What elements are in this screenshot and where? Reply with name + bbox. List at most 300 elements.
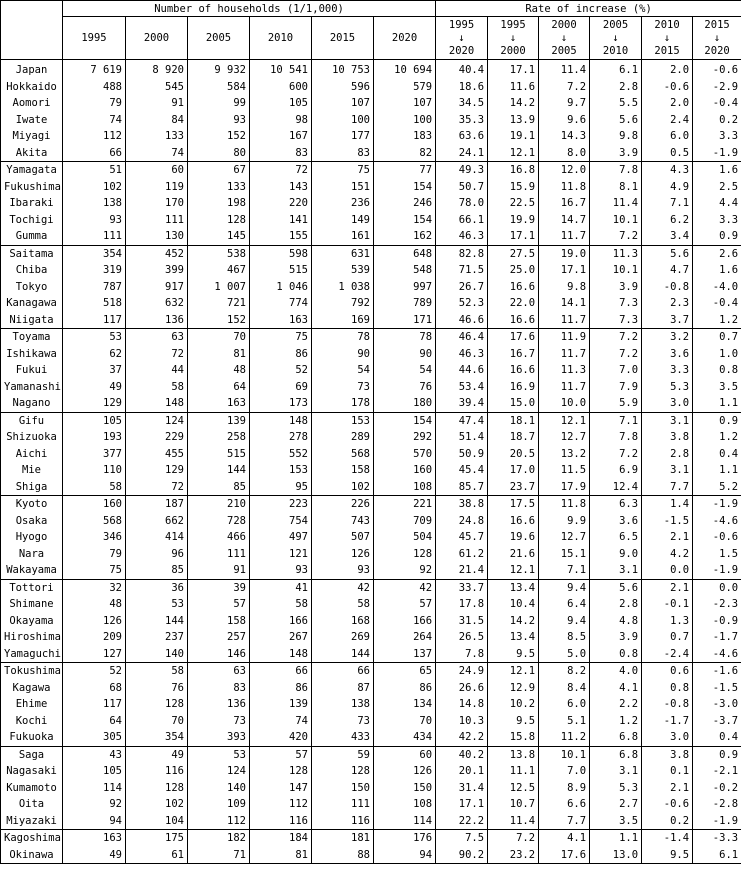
- households-cell: 152: [188, 312, 250, 329]
- households-cell: 121: [250, 546, 312, 563]
- households-cell: 90: [374, 346, 436, 363]
- rate-cell: 9.4: [539, 579, 590, 596]
- rate-cell: 19.9: [488, 212, 539, 229]
- rate-cell: 9.0: [590, 546, 642, 563]
- rate-cell: -0.6: [642, 79, 693, 96]
- rate-cell: 0.2: [642, 813, 693, 830]
- households-cell: 452: [126, 245, 188, 262]
- households-cell: 117: [63, 312, 126, 329]
- rate-cell: 7.8: [590, 429, 642, 446]
- rate-cell: 2.1: [642, 529, 693, 546]
- households-cell: 504: [374, 529, 436, 546]
- rate-cell: 31.4: [436, 780, 488, 797]
- rate-cell: 8.9: [539, 780, 590, 797]
- households-cell: 108: [374, 479, 436, 496]
- households-cell: 141: [250, 212, 312, 229]
- rate-cell: 85.7: [436, 479, 488, 496]
- rate-cell: 9.6: [539, 112, 590, 129]
- rate-cell: 20.1: [436, 763, 488, 780]
- rate-cell: 18.6: [436, 79, 488, 96]
- rate-cell: 3.8: [642, 429, 693, 446]
- households-cell: 66: [312, 663, 374, 680]
- table-row: [1, 680, 741, 697]
- table-row: [1, 713, 741, 730]
- rate-cell: 5.6: [590, 112, 642, 129]
- period-from: 2010: [654, 18, 680, 31]
- rate-cell: 11.8: [539, 496, 590, 513]
- rate-cell: 7.2: [539, 79, 590, 96]
- rate-cell: 1.1: [590, 830, 642, 847]
- rate-cell: 5.3: [590, 780, 642, 797]
- rate-cell: 6.8: [590, 746, 642, 763]
- rate-cell: 6.2: [642, 212, 693, 229]
- households-cell: 153: [250, 462, 312, 479]
- households-cell: 515: [250, 262, 312, 279]
- rate-cell: 8.1: [590, 179, 642, 196]
- table-row: [1, 646, 741, 663]
- households-cell: 515: [188, 446, 250, 463]
- rate-cell: 11.4: [539, 60, 590, 79]
- households-cell: 82: [374, 145, 436, 162]
- rate-cell: 9.7: [539, 95, 590, 112]
- rate-cell: 18.7: [488, 429, 539, 446]
- rate-cell: 7.0: [590, 362, 642, 379]
- rate-cell: 9.8: [590, 128, 642, 145]
- households-cell: 137: [374, 646, 436, 663]
- rate-cell: -1.9: [693, 813, 741, 830]
- households-cell: 539: [312, 262, 374, 279]
- households-cell: 518: [63, 295, 126, 312]
- households-cell: 144: [126, 613, 188, 630]
- households-cell: 128: [126, 696, 188, 713]
- rate-cell: 5.6: [590, 579, 642, 596]
- households-cell: 160: [374, 462, 436, 479]
- rate-cell: -3.3: [693, 830, 741, 847]
- arrow-down-icon: ↓: [509, 31, 517, 44]
- households-cell: 66: [250, 663, 312, 680]
- rate-cell: 78.0: [436, 195, 488, 212]
- rate-cell: -1.7: [642, 713, 693, 730]
- households-cell: 87: [312, 680, 374, 697]
- prefecture-name: Nara: [1, 546, 63, 563]
- households-cell: 42: [312, 579, 374, 596]
- households-cell: 94: [63, 813, 126, 830]
- households-cell: 743: [312, 513, 374, 530]
- households-cell: 420: [250, 729, 312, 746]
- households-cell: 133: [126, 128, 188, 145]
- prefecture-name: Mie: [1, 462, 63, 479]
- households-cell: 278: [250, 429, 312, 446]
- households-cell: 136: [188, 696, 250, 713]
- rate-cell: 3.2: [642, 329, 693, 346]
- households-cell: 226: [312, 496, 374, 513]
- rate-cell: 6.1: [693, 847, 741, 864]
- households-cell: 64: [188, 379, 250, 396]
- households-cell: 917: [126, 279, 188, 296]
- households-cell: 648: [374, 245, 436, 262]
- rate-cell: 7.8: [590, 162, 642, 179]
- households-cell: 140: [126, 646, 188, 663]
- rate-cell: 9.5: [642, 847, 693, 864]
- rate-cell: 27.5: [488, 245, 539, 262]
- rate-cell: 23.7: [488, 479, 539, 496]
- households-cell: 42: [374, 579, 436, 596]
- rate-cell: 14.7: [539, 212, 590, 229]
- table-row: [1, 529, 741, 546]
- households-cell: 59: [312, 746, 374, 763]
- households-cell: 105: [63, 763, 126, 780]
- households-cell: 107: [312, 95, 374, 112]
- households-cell: 150: [374, 780, 436, 797]
- table-row: [1, 395, 741, 412]
- households-cell: 229: [126, 429, 188, 446]
- rate-cell: 3.9: [590, 279, 642, 296]
- households-cell: 49: [63, 847, 126, 864]
- households-cell: 83: [250, 145, 312, 162]
- households-cell: 62: [63, 346, 126, 363]
- households-cell: 1 007: [188, 279, 250, 296]
- prefecture-name: Yamanashi: [1, 379, 63, 396]
- rate-cell: 11.4: [488, 813, 539, 830]
- households-cell: 63: [126, 329, 188, 346]
- rate-cell: 16.6: [488, 312, 539, 329]
- households-cell: 184: [250, 830, 312, 847]
- households-cell: 728: [188, 513, 250, 530]
- rate-cell: 5.0: [539, 646, 590, 663]
- households-cell: 108: [374, 796, 436, 813]
- rate-cell: 3.5: [590, 813, 642, 830]
- households-cell: 169: [312, 312, 374, 329]
- rate-cell: 31.5: [436, 613, 488, 630]
- households-cell: 65: [374, 663, 436, 680]
- households-cell: 144: [188, 462, 250, 479]
- table-row: [1, 613, 741, 630]
- rate-cell: 10.0: [539, 395, 590, 412]
- rate-cell: 2.4: [642, 112, 693, 129]
- households-cell: 139: [188, 412, 250, 429]
- households-cell: 64: [63, 713, 126, 730]
- households-cell: 111: [63, 228, 126, 245]
- rate-cell: 13.4: [488, 579, 539, 596]
- rate-cell: 16.7: [539, 195, 590, 212]
- rate-cell: 3.0: [642, 729, 693, 746]
- rate-cell: 1.6: [693, 162, 741, 179]
- rate-cell: 8.0: [539, 145, 590, 162]
- rate-cell: 7.5: [436, 830, 488, 847]
- rate-cell: 26.5: [436, 629, 488, 646]
- table-row: [1, 412, 741, 429]
- rate-cell: 5.5: [590, 95, 642, 112]
- rate-cell: -1.4: [642, 830, 693, 847]
- table-body: [1, 60, 741, 864]
- table-row: [1, 462, 741, 479]
- households-cell: 167: [250, 128, 312, 145]
- households-cell: 632: [126, 295, 188, 312]
- rate-cell: 2.7: [590, 796, 642, 813]
- households-cell: 79: [63, 95, 126, 112]
- rate-cell: 11.2: [539, 729, 590, 746]
- households-cell: 138: [312, 696, 374, 713]
- rate-cell: 90.2: [436, 847, 488, 864]
- households-cell: 257: [188, 629, 250, 646]
- rate-cell: 19.0: [539, 245, 590, 262]
- prefecture-name: Yamagata: [1, 162, 63, 179]
- rate-period-header: [693, 17, 741, 60]
- households-cell: 237: [126, 629, 188, 646]
- period-to: 2020: [448, 44, 475, 57]
- households-cell: 545: [126, 79, 188, 96]
- table-row: [1, 830, 741, 847]
- households-cell: 72: [126, 479, 188, 496]
- rate-cell: 33.7: [436, 579, 488, 596]
- table-row: [1, 245, 741, 262]
- prefecture-name: Wakayama: [1, 562, 63, 579]
- households-cell: 126: [374, 763, 436, 780]
- households-cell: 90: [312, 346, 374, 363]
- rate-cell: 4.4: [693, 195, 741, 212]
- rate-cell: 52.3: [436, 295, 488, 312]
- households-cell: 58: [250, 596, 312, 613]
- households-cell: 119: [126, 179, 188, 196]
- arrow-down-icon: ↓: [713, 31, 721, 44]
- households-cell: 128: [312, 763, 374, 780]
- households-cell: 220: [250, 195, 312, 212]
- rate-cell: 3.3: [693, 128, 741, 145]
- rate-cell: 17.8: [436, 596, 488, 613]
- period-from: 2000: [551, 18, 577, 31]
- households-cell: 58: [126, 379, 188, 396]
- rate-cell: 3.6: [642, 346, 693, 363]
- table-row: [1, 729, 741, 746]
- rate-cell: 6.0: [539, 696, 590, 713]
- households-cell: 507: [312, 529, 374, 546]
- households-cell: 153: [312, 412, 374, 429]
- households-cell: 75: [250, 329, 312, 346]
- households-cell: 107: [374, 95, 436, 112]
- rate-cell: 9.5: [488, 713, 539, 730]
- rate-cell: 0.4: [693, 446, 741, 463]
- rate-cell: 26.7: [436, 279, 488, 296]
- rate-cell: 8.5: [539, 629, 590, 646]
- rate-cell: 9.5: [488, 646, 539, 663]
- rate-cell: 3.1: [642, 412, 693, 429]
- households-cell: 104: [126, 813, 188, 830]
- households-cell: 53: [126, 596, 188, 613]
- period-to: 2020: [704, 44, 730, 57]
- table-row: [1, 513, 741, 530]
- households-cell: 497: [250, 529, 312, 546]
- rate-cell: 22.2: [436, 813, 488, 830]
- households-cell: 10 753: [312, 60, 374, 79]
- rate-cell: 11.7: [539, 228, 590, 245]
- rate-cell: 7.1: [642, 195, 693, 212]
- rate-cell: 11.7: [539, 346, 590, 363]
- rate-cell: 2.1: [642, 579, 693, 596]
- rate-cell: 14.8: [436, 696, 488, 713]
- rate-cell: 22.5: [488, 195, 539, 212]
- households-cell: 128: [374, 546, 436, 563]
- prefecture-name: Yamaguchi: [1, 646, 63, 663]
- rate-cell: 46.3: [436, 346, 488, 363]
- households-cell: 63: [188, 663, 250, 680]
- rate-cell: 3.9: [590, 629, 642, 646]
- households-cell: 136: [126, 312, 188, 329]
- households-cell: 92: [374, 562, 436, 579]
- rate-cell: -2.4: [642, 646, 693, 663]
- households-cell: 58: [126, 663, 188, 680]
- table-row: [1, 145, 741, 162]
- period-from: 1995: [500, 18, 526, 31]
- households-cell: 39: [188, 579, 250, 596]
- rate-cell: 0.0: [642, 562, 693, 579]
- households-cell: 102: [126, 796, 188, 813]
- households-cell: 100: [374, 112, 436, 129]
- period-from: 2015: [704, 18, 730, 31]
- households-cell: 51: [63, 162, 126, 179]
- households-cell: 171: [374, 312, 436, 329]
- rate-period-header: [642, 17, 693, 60]
- households-cell: 54: [374, 362, 436, 379]
- prefecture-name: Kagawa: [1, 680, 63, 697]
- households-cell: 127: [63, 646, 126, 663]
- prefecture-name: Toyama: [1, 329, 63, 346]
- rate-period-header: [590, 17, 642, 60]
- rate-cell: 14.2: [488, 613, 539, 630]
- households-cell: 116: [312, 813, 374, 830]
- table-row: [1, 796, 741, 813]
- households-cell: 1 038: [312, 279, 374, 296]
- rate-cell: 2.2: [590, 696, 642, 713]
- households-cell: 221: [374, 496, 436, 513]
- table-row: [1, 696, 741, 713]
- prefecture-name: Aichi: [1, 446, 63, 463]
- households-cell: 662: [126, 513, 188, 530]
- households-cell: 568: [63, 513, 126, 530]
- households-cell: 112: [188, 813, 250, 830]
- prefecture-name: Oita: [1, 796, 63, 813]
- rate-cell: 2.8: [590, 79, 642, 96]
- households-cell: 100: [312, 112, 374, 129]
- households-cell: 73: [188, 713, 250, 730]
- households-cell: 71: [188, 847, 250, 864]
- rate-cell: 53.4: [436, 379, 488, 396]
- year-header: 2005: [188, 17, 250, 60]
- prefecture-name: Niigata: [1, 312, 63, 329]
- households-cell: 305: [63, 729, 126, 746]
- rate-cell: 16.6: [488, 362, 539, 379]
- rate-cell: 82.8: [436, 245, 488, 262]
- rate-cell: 0.0: [693, 579, 741, 596]
- rate-cell: 5.1: [539, 713, 590, 730]
- table-row: [1, 746, 741, 763]
- year-header: 2015: [312, 17, 374, 60]
- prefecture-name: Miyagi: [1, 128, 63, 145]
- arrow-down-icon: ↓: [612, 31, 619, 44]
- households-group-header: Number of households (1/1,000): [63, 1, 436, 17]
- year-header: 2020: [374, 17, 436, 60]
- rate-cell: 18.1: [488, 412, 539, 429]
- rate-cell: 0.9: [693, 412, 741, 429]
- households-cell: 579: [374, 79, 436, 96]
- rate-cell: -0.9: [693, 613, 741, 630]
- households-cell: 70: [126, 713, 188, 730]
- year-header: 2000: [126, 17, 188, 60]
- rate-period-header: [539, 17, 590, 60]
- households-cell: 44: [126, 362, 188, 379]
- rate-cell: 0.7: [693, 329, 741, 346]
- table-row: [1, 429, 741, 446]
- households-cell: 69: [250, 379, 312, 396]
- rate-cell: 15.8: [488, 729, 539, 746]
- households-cell: 414: [126, 529, 188, 546]
- households-cell: 160: [63, 496, 126, 513]
- households-cell: 68: [63, 680, 126, 697]
- rate-cell: 2.8: [590, 596, 642, 613]
- households-cell: 154: [374, 412, 436, 429]
- households-cell: 105: [63, 412, 126, 429]
- rate-cell: 10.3: [436, 713, 488, 730]
- households-cell: 49: [63, 379, 126, 396]
- table-row: [1, 128, 741, 145]
- households-cell: 568: [312, 446, 374, 463]
- households-cell: 181: [312, 830, 374, 847]
- rate-cell: -1.6: [693, 663, 741, 680]
- households-cell: 789: [374, 295, 436, 312]
- households-cell: 467: [188, 262, 250, 279]
- households-cell: 75: [63, 562, 126, 579]
- households-cell: 166: [250, 613, 312, 630]
- rate-cell: 5.9: [590, 395, 642, 412]
- table-row: [1, 362, 741, 379]
- prefecture-name: Fukushima: [1, 179, 63, 196]
- rate-cell: 14.2: [488, 95, 539, 112]
- rate-cell: 2.3: [642, 295, 693, 312]
- rate-cell: 11.9: [539, 329, 590, 346]
- households-cell: 75: [312, 162, 374, 179]
- households-cell: 112: [63, 128, 126, 145]
- rate-cell: 22.0: [488, 295, 539, 312]
- rate-cell: 6.3: [590, 496, 642, 513]
- households-cell: 93: [188, 112, 250, 129]
- rate-cell: 19.6: [488, 529, 539, 546]
- households-cell: 81: [188, 346, 250, 363]
- households-cell: 54: [312, 362, 374, 379]
- rate-cell: 3.1: [590, 763, 642, 780]
- rate-cell: 17.6: [488, 329, 539, 346]
- rate-cell: 7.0: [539, 763, 590, 780]
- rate-cell: 5.3: [642, 379, 693, 396]
- households-cell: 584: [188, 79, 250, 96]
- rate-cell: 0.9: [693, 746, 741, 763]
- rate-cell: 7.7: [539, 813, 590, 830]
- table-row: [1, 479, 741, 496]
- rate-cell: 3.1: [590, 562, 642, 579]
- households-cell: 292: [374, 429, 436, 446]
- households-cell: 209: [63, 629, 126, 646]
- households-cell: 10 694: [374, 60, 436, 79]
- households-cell: 93: [250, 562, 312, 579]
- period-to: 2000: [500, 44, 526, 57]
- rate-cell: 17.1: [488, 60, 539, 79]
- households-cell: 60: [126, 162, 188, 179]
- rate-cell: 3.6: [590, 513, 642, 530]
- households-cell: 117: [63, 696, 126, 713]
- rate-cell: 1.4: [642, 496, 693, 513]
- rate-cell: 1.5: [693, 546, 741, 563]
- households-cell: 538: [188, 245, 250, 262]
- rate-cell: 17.1: [488, 228, 539, 245]
- table-row: [1, 562, 741, 579]
